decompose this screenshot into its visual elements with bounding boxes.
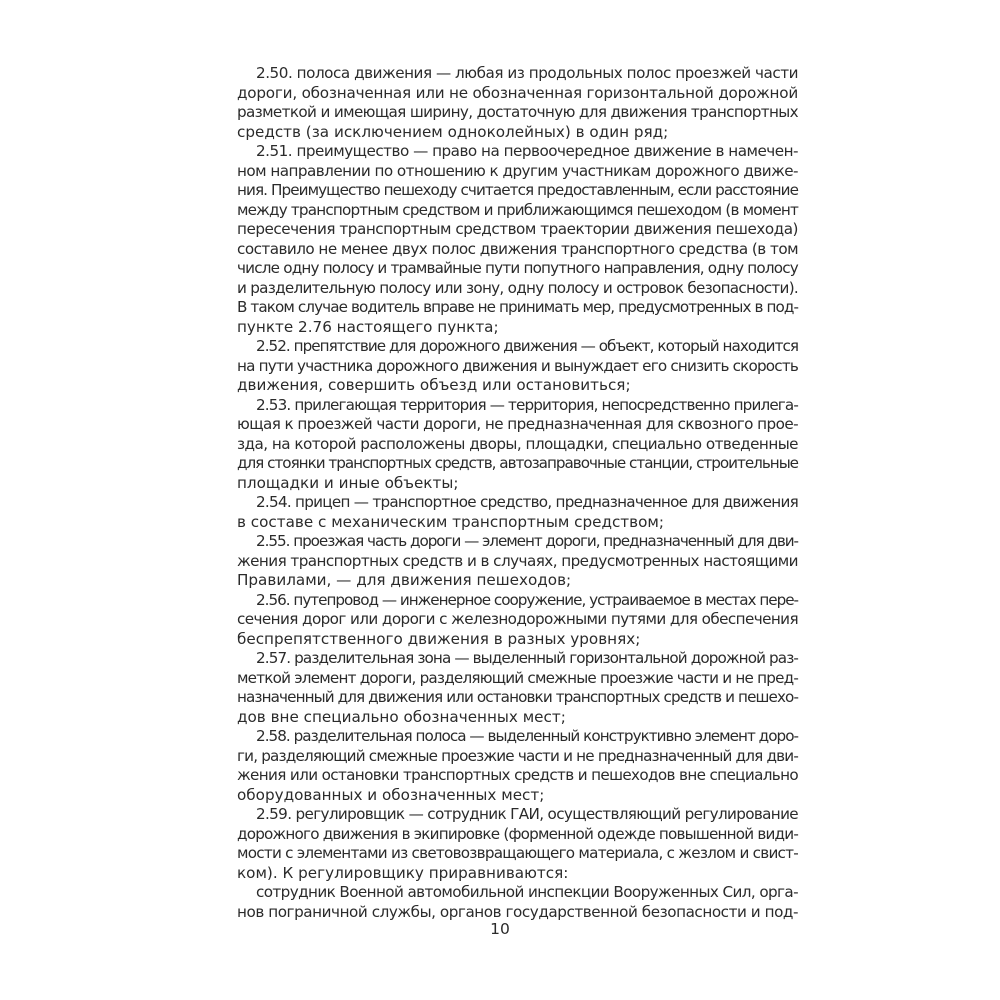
text-line: сотрудник Военной автомобильной инспекции Вооруженных Сил, орга- bbox=[256, 883, 798, 901]
text-line: движения, совершить объезд или остановиться; bbox=[237, 376, 631, 394]
text-line: дов вне специально обозначенных мест; bbox=[237, 707, 566, 726]
text-line: ги, разделяющий смежные проезжие части и не предназначенный для дви- bbox=[237, 746, 798, 765]
text-line: сечения дорог или дороги с железнодорожными путями для обеспечения bbox=[237, 610, 798, 628]
text-line: ном направлении по отношению к другим участникам дорожного движе- bbox=[237, 161, 799, 180]
text-line: ющая к проезжей части дороги, не предназначенная для сквозного прое- bbox=[237, 415, 799, 433]
text-line: мости с элементами из световозвращающего материала, с жезлом и свист- bbox=[237, 844, 798, 862]
text-line: 2.57. разделительная зона — выделенный горизонтальной дорожной раз- bbox=[256, 649, 799, 667]
text-line: жения транспортных средств и в случаях, предусмотренных настоящими bbox=[237, 551, 798, 570]
text-line: между транспортным средством и приближающимся пешеходом (в момент bbox=[237, 200, 799, 219]
text-line: 2.56. путепровод — инженерное сооружение, устраиваемое в местах пере- bbox=[256, 590, 799, 609]
text-line: Правилами, — для движения пешеходов; bbox=[237, 571, 572, 589]
text-line: числе одну полосу и трамвайные пути попутного направления, одну полосу bbox=[237, 259, 798, 277]
text-line: 2.54. прицеп — транспортное средство, предназначенное для движения bbox=[256, 493, 798, 511]
text-line: на пути участника дорожного движения и вынуждает его снизить скорость bbox=[237, 356, 798, 375]
text-line: 2.53. прилегающая территория — территория, непосредственно прилега- bbox=[256, 395, 799, 414]
text-line: меткой элемент дороги, разделяющий смежные проезжие части и не пред- bbox=[237, 668, 799, 687]
text-line: 2.52. препятствие для дорожного движения — объект, который находится bbox=[256, 337, 798, 355]
text-line: дороги, обозначенная или не обозначенная горизонтальной дорожной bbox=[237, 83, 799, 102]
text-line: зда, на которой расположены дворы, площадки, специально отведенные bbox=[237, 434, 798, 453]
text-line: пункте 2.76 настоящего пункта; bbox=[237, 317, 499, 336]
body-text bbox=[237, 64, 798, 922]
text-line: площадки и иные объекты; bbox=[237, 473, 459, 492]
text-line: и разделительную полосу или зону, одну полосу и островок безопасности). bbox=[237, 278, 799, 297]
text-line: назначенный для движения или остановки транспортных средств и пешехо- bbox=[237, 688, 799, 706]
text-line: пересечения транспортным средством траектории движения пешехода) bbox=[237, 220, 798, 238]
text-line: оборудованных и обозначенных мест; bbox=[237, 785, 545, 804]
text-line: для стоянки транспортных средств, автозаправочные станции, строительные bbox=[237, 454, 799, 472]
text-line: 2.55. проезжая часть дороги — элемент дороги, предназначенный для дви- bbox=[256, 532, 798, 550]
text-line: ком). К регулировщику приравниваются: bbox=[237, 863, 569, 882]
text-line: ния. Преимущество пешеходу считается предоставленным, если расстояние bbox=[237, 181, 798, 199]
text-line: составило не менее двух полос движения транспортного средства (в том bbox=[237, 239, 798, 258]
text-line: в составе с механическим транспортным средством; bbox=[237, 512, 664, 531]
text-line: разметкой и имеющая ширину, достаточную для движения транспортных bbox=[237, 103, 798, 121]
text-line: В таком случае водитель вправе не принимать мер, предусмотренных в под- bbox=[237, 298, 799, 316]
text-line: 2.59. регулировщик — сотрудник ГАИ, осуществляющий регулирование bbox=[256, 805, 798, 823]
text-line: дорожного движения в экипировке (форменной одежде повышенной види- bbox=[237, 824, 799, 843]
text-line: жения или остановки транспортных средств и пешеходов вне специально bbox=[237, 766, 799, 784]
text-line: нов пограничной службы, органов государственной безопасности и под- bbox=[237, 902, 798, 921]
text-line: беспрепятственного движения в разных уровнях; bbox=[237, 629, 641, 648]
text-line: 2.50. полоса движения — любая из продольных полос проезжей части bbox=[256, 64, 798, 82]
text-line: 2.51. преимущество — право на первоочередное движение в намечен- bbox=[256, 142, 799, 160]
text-line: 2.58. разделительная полоса — выделенный конструктивно элемент доро- bbox=[256, 727, 799, 745]
page-number: 10 bbox=[490, 920, 510, 938]
text-line: средств (за исключением одноколейных) в один ряд; bbox=[237, 122, 669, 141]
